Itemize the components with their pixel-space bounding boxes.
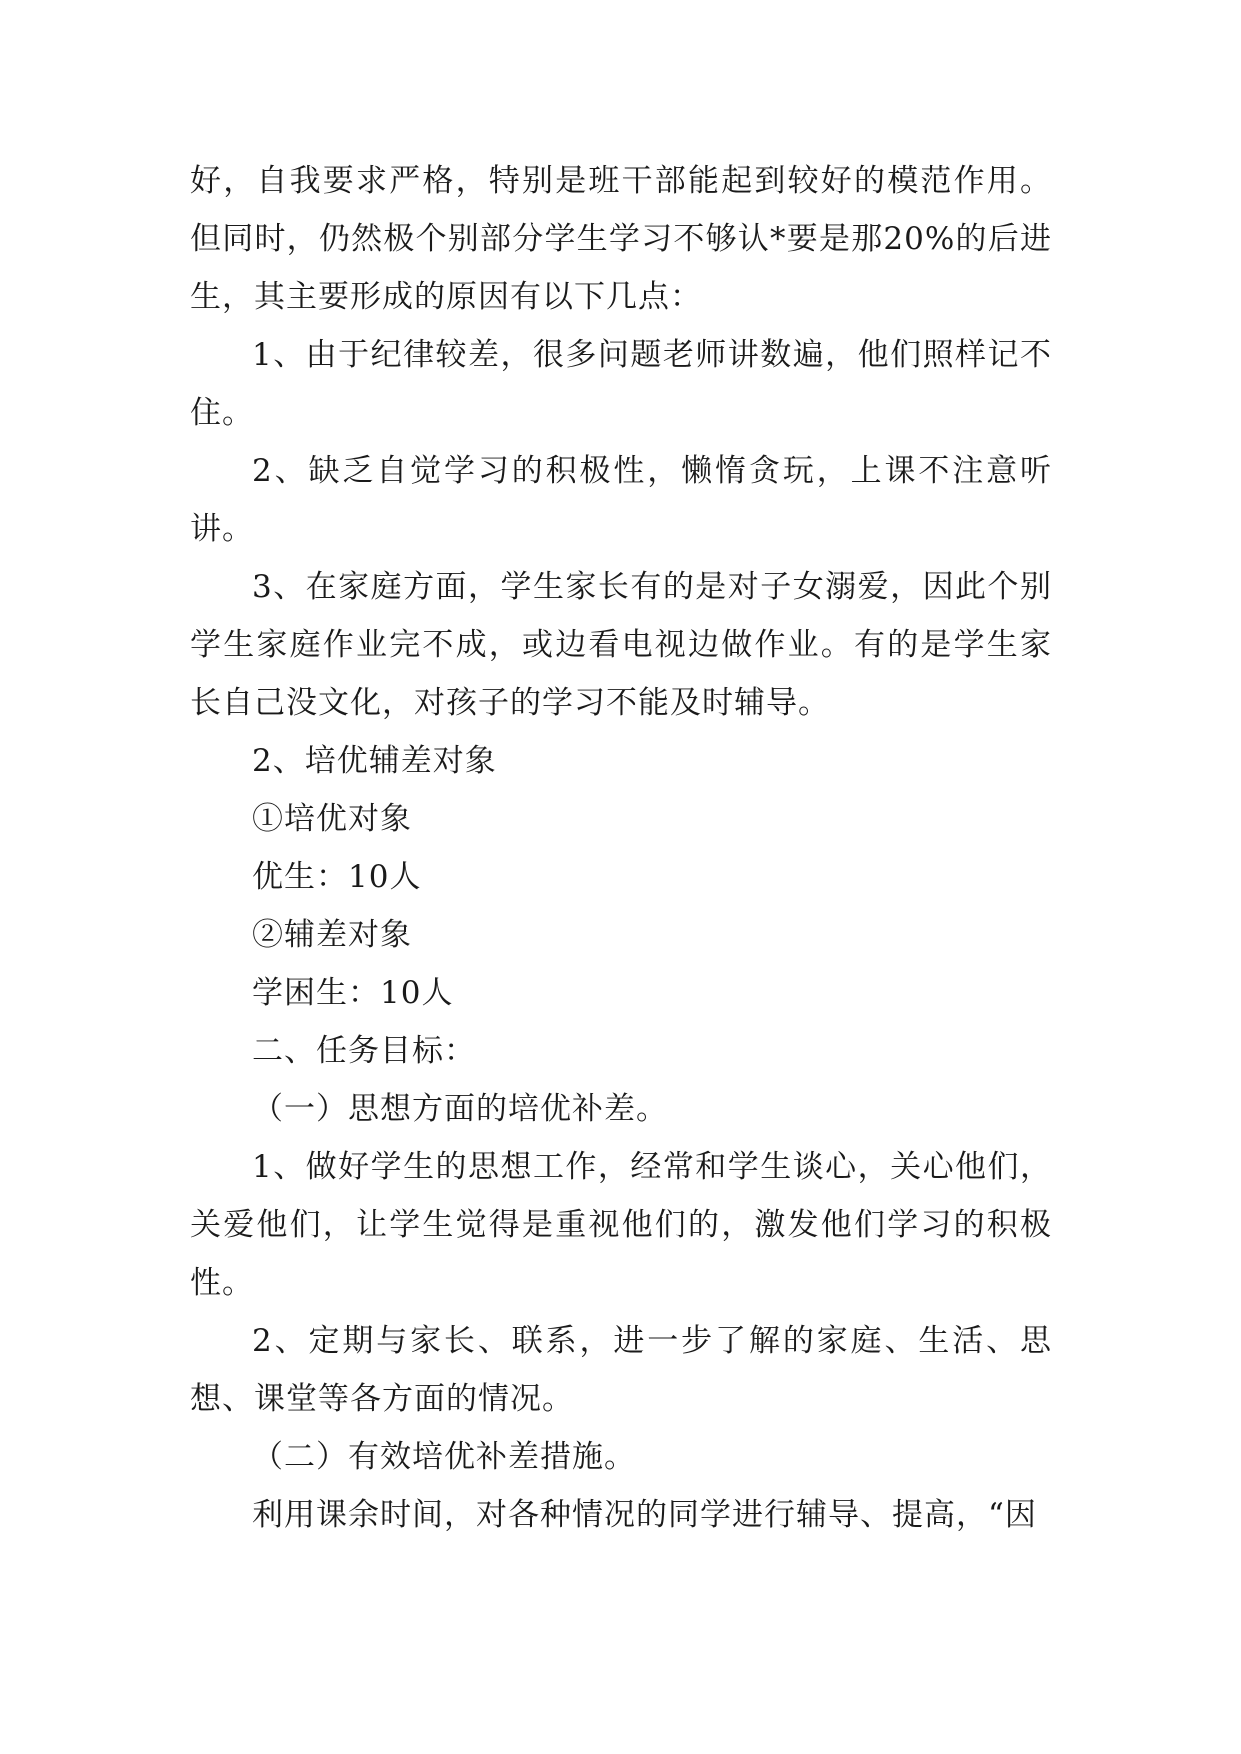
- subheading-ideology: （一）思想方面的培优补差。: [252, 1091, 668, 1127]
- subheading-measures: （二）有效培优补差措施。: [252, 1439, 636, 1475]
- paragraph-measures-1: 利用课余时间，对各种情况的同学进行辅导、提高，“因: [252, 1497, 1037, 1533]
- heading-target-students: 2、培优辅差对象: [252, 743, 497, 779]
- subheading-excellent-students: ①培优对象: [252, 801, 412, 837]
- paragraph-ideology-2: 2、定期与家长、联系，进一步了解的家庭、生活、思想、课堂等各方面的情况。: [190, 1323, 1052, 1417]
- excellent-students-count: 优生：10人: [252, 859, 422, 895]
- heading-task-goals: 二、任务目标：: [252, 1033, 476, 1069]
- subheading-struggling-students: ②辅差对象: [252, 917, 412, 953]
- paragraph-ideology-1: 1、做好学生的思想工作，经常和学生谈心，关心他们，关爱他们，让学生觉得是重视他们的，激发他们学习的积极性。: [190, 1149, 1052, 1301]
- paragraph-intro: 好，自我要求严格，特别是班干部能起到较好的模范作用。但同时，仍然极个别部分学生学习不够认*要是那20%的后进生，其主要形成的原因有以下几点：: [190, 163, 1052, 315]
- paragraph-reason-2: 2、缺乏自觉学习的积极性，懒惰贪玩，上课不注意听讲。: [190, 453, 1052, 547]
- paragraph-reason-1: 1、由于纪律较差，很多问题老师讲数遍，他们照样记不住。: [190, 337, 1052, 431]
- document-body: [190, 152, 1052, 1544]
- struggling-students-count: 学困生：10人: [252, 975, 454, 1011]
- paragraph-reason-3: 3、在家庭方面，学生家长有的是对子女溺爱，因此个别学生家庭作业完不成，或边看电视边做作业。有的是学生家长自己没文化，对孩子的学习不能及时辅导。: [190, 569, 1052, 721]
